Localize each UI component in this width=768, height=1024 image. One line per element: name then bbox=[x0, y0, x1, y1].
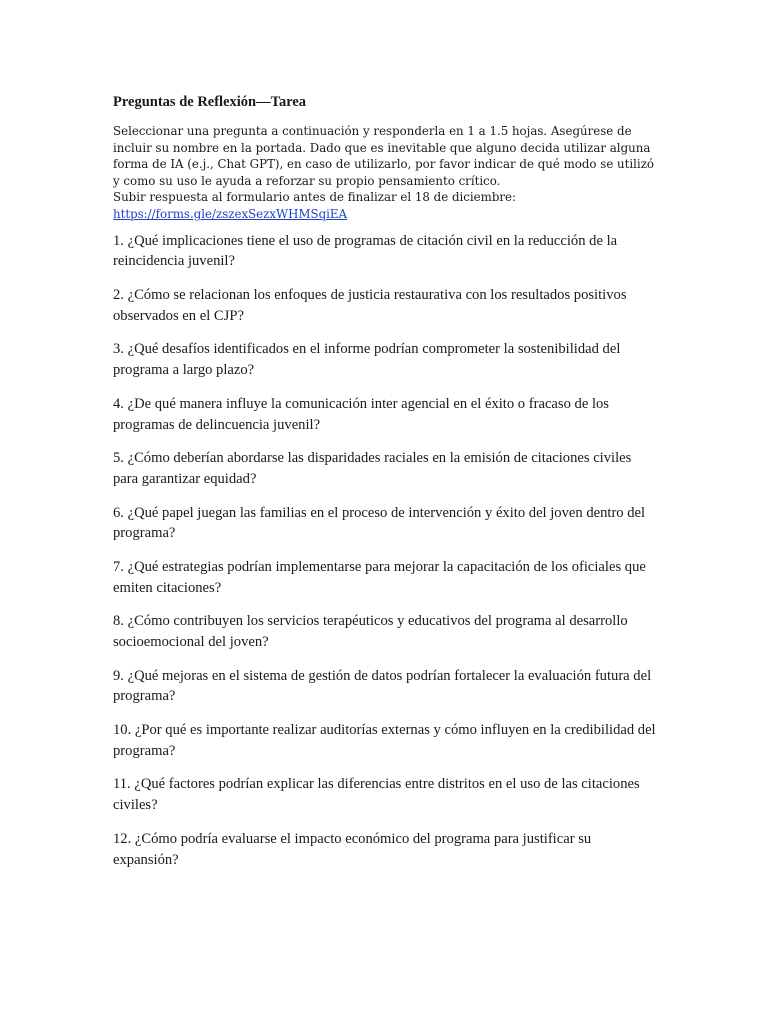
question-item: 8. ¿Cómo contribuyen los servicios terapéuticos y educativos del programa al desarrollo socioemocional del joven? bbox=[113, 613, 628, 651]
question-item: 2. ¿Cómo se relacionan los enfoques de justicia restaurativa con los resultados positivos observados en el CJP? bbox=[113, 286, 627, 324]
submission-deadline: Subir respuesta al formulario antes de finalizar el 18 de diciembre: bbox=[113, 190, 516, 205]
question-item: 9. ¿Qué mejoras en el sistema de gestión de datos podrían fortalecer la evaluación futura del programa? bbox=[113, 667, 652, 705]
question-item: 6. ¿Qué papel juegan las familias en el proceso de intervención y éxito del joven dentro del programa? bbox=[113, 504, 646, 542]
form-link-line bbox=[113, 206, 658, 223]
instructions-paragraph: Seleccionar una pregunta a continuación y responderla en 1 a 1.5 hojas. Asegúrese de incluir su nombre en la portada. Dado que es inevitable que alguno decida utilizar alguna forma de IA (e.j., Chat GPT), en caso de utilizarlo, por favor indicar de qué modo se utilizó y como su uso le ayuda a reforzar su propio pensamiento crítico. bbox=[113, 124, 655, 188]
document-page bbox=[113, 93, 658, 883]
instructions-block bbox=[113, 123, 658, 223]
question-item: 5. ¿Cómo deberían abordarse las disparidades raciales en la emisión de citaciones civiles para garantizar equidad? bbox=[113, 450, 632, 487]
question-item: 10. ¿Por qué es importante realizar auditorías externas y cómo influyen en la credibilidad del programa? bbox=[113, 722, 656, 759]
question-item: 12. ¿Cómo podría evaluarse el impacto económico del programa para justificar su expansión? bbox=[113, 830, 592, 868]
question-item: 11. ¿Qué factores podrían explicar las diferencias entre distritos en el uso de las citaciones civiles? bbox=[113, 776, 640, 814]
question-item: 4. ¿De qué manera influye la comunicación inter agencial en el éxito o fracaso de los programas de delincuencia juvenil? bbox=[113, 395, 609, 433]
document-title: Preguntas de Reflexión—Tarea bbox=[113, 94, 307, 110]
questions-list bbox=[113, 231, 658, 871]
question-item: 3. ¿Qué desafíos identificados en el informe podrían comprometer la sostenibilidad del programa a largo plazo? bbox=[113, 341, 621, 379]
question-item: 7. ¿Qué estrategias podrían implementarse para mejorar la capacitación de los oficiales que emiten citaciones? bbox=[113, 558, 646, 596]
form-link[interactable]: https://forms.gle/zszexSezxWHMSqiEA bbox=[113, 206, 348, 221]
question-item: 1. ¿Qué implicaciones tiene el uso de programas de citación civil en la reducción de la reincidencia juvenil? bbox=[113, 232, 618, 270]
